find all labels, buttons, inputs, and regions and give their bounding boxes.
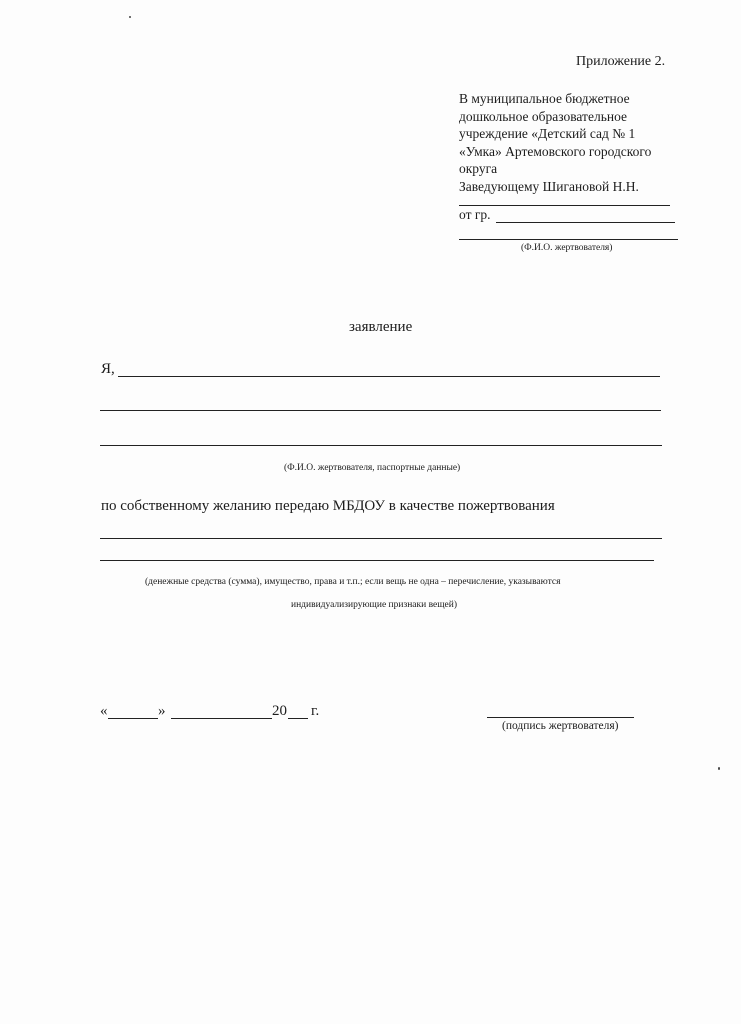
addressee-line: дошкольное образовательное	[459, 108, 627, 124]
date-day-line	[108, 718, 158, 719]
applicant-caption: (Ф.И.О. жертвователя, паспортные данные)	[284, 463, 461, 473]
date-year-suffix: г.	[311, 703, 320, 719]
date-year-prefix: 20	[272, 703, 287, 719]
donation-statement: по собственному желанию передаю МБДОУ в качестве пожертвования	[101, 498, 555, 514]
applicant-line-3	[100, 445, 662, 446]
donor-name-line	[459, 239, 678, 240]
scan-speck	[129, 16, 131, 18]
addressee-head-name: Заведующему Шигановой Н.Н.	[459, 178, 639, 194]
donation-caption-1: (денежные средства (сумма), имущество, права и т.п.; если вещь не одна – перечисление, указываются	[145, 577, 561, 587]
applicant-prefix: Я,	[101, 361, 115, 377]
addressee-line: округа	[459, 161, 498, 176]
addressee-line: «Умка» Артемовского городского	[459, 143, 652, 159]
donation-line-2	[100, 560, 654, 561]
donor-name-caption: (Ф.И.О. жертвователя)	[521, 243, 613, 253]
appendix-label: Приложение 2.	[576, 54, 666, 69]
document-title: заявление	[349, 319, 413, 335]
addressee-block	[459, 90, 689, 195]
signature-line	[487, 717, 634, 718]
addressee-line: В муниципальное бюджетное	[459, 91, 630, 106]
signature-caption: (подпись жертвователя)	[502, 720, 619, 732]
date-month-line	[171, 718, 272, 719]
date-close-quote: »	[158, 703, 166, 719]
addressee-blank-line	[459, 205, 670, 206]
from-name-line	[496, 222, 675, 223]
addressee-line: учреждение «Детский сад № 1	[459, 126, 636, 141]
from-label: от гр.	[459, 207, 491, 222]
applicant-line-2	[100, 410, 661, 411]
applicant-line-1	[118, 376, 660, 377]
scan-speck	[718, 767, 720, 770]
date-year-line	[288, 718, 308, 719]
date-open-quote: «	[100, 703, 108, 719]
donation-line-1	[100, 538, 662, 539]
donation-caption-2: индивидуализирующие признаки вещей)	[291, 600, 458, 610]
